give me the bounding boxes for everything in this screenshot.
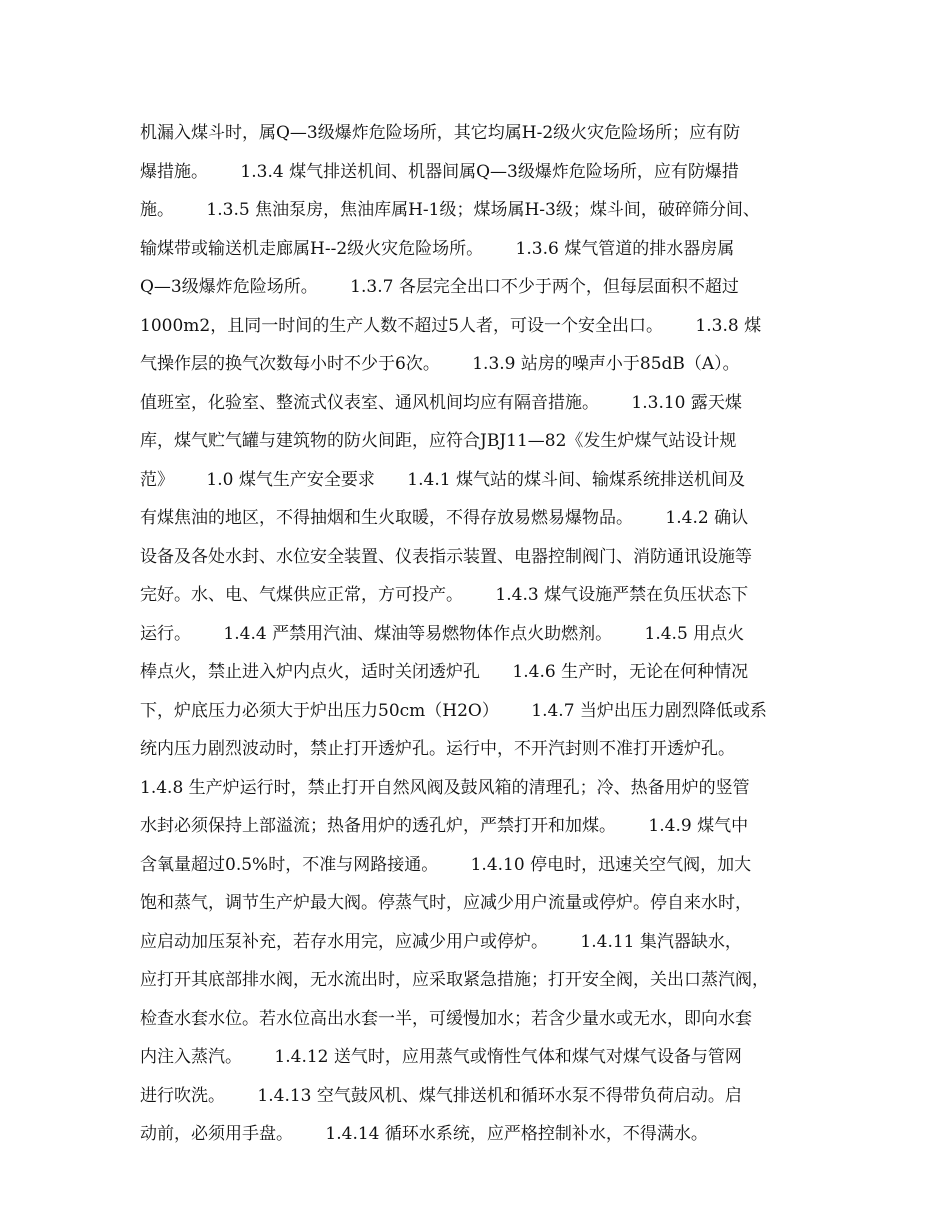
text-line: 1000m2，且同一时间的生产人数不超过5人者，可设一个安全出口。 1.3.8 煤 bbox=[140, 315, 762, 336]
text-line: 完好。水、电、气煤供应正常，方可投产。 1.4.3 煤气设施严禁在负压状态下 bbox=[140, 585, 749, 605]
text-line: 设备及各处水封、水位安全装置、仪表指示装置、电器控制阀门、消防通讯设施等 bbox=[140, 546, 752, 567]
text-line: 施。 1.3.5 焦油泵房，焦油库属H-1级；煤场属H-3级；煤斗间，破碎筛分间、 bbox=[140, 200, 760, 220]
text-line: 动前，必须用手盘。 1.4.14 循环水系统，应严格控制补水，不得满水。 bbox=[140, 1124, 708, 1144]
text-line: 库，煤气贮气罐与建筑物的防火间距，应符合JBJ11—82《发生炉煤气站设计规 bbox=[140, 431, 737, 451]
text-line: 气操作层的换气次数每小时不少于6次。 1.3.9 站房的噪声小于85dB（A）。 bbox=[140, 354, 740, 374]
text-line: 下，炉底压力必须大于炉出压力50cm（H2O） 1.4.7 当炉出压力剧烈降低或系 bbox=[140, 700, 767, 721]
text-line: 棒点火，禁止进入炉内点火，适时关闭透炉孔 1.4.6 生产时，无论在何种情况 bbox=[140, 662, 749, 682]
text-line: 内注入蒸汽。 1.4.12 送气时，应用蒸气或惰性气体和煤气对煤气设备与管网 bbox=[140, 1047, 742, 1067]
text-line: 1.4.8 生产炉运行时，禁止打开自然风阀及鼓风箱的清理孔；冷、热备用炉的竖管 bbox=[140, 777, 750, 798]
text-line: 含氧量超过0.5%时，不准与网路接通。 1.4.10 停电时，迅速关空气阀，加大 bbox=[140, 854, 752, 875]
body-text bbox=[140, 114, 830, 1154]
text-line: 饱和蒸气，调节生产炉最大阀。停蒸气时，应减少用户流量或停炉。停自来水时， bbox=[140, 893, 752, 913]
text-line: 机漏入煤斗时，属Q—3级爆炸危险场所，其它均属H-2级火灾危险场所；应有防 bbox=[140, 123, 741, 143]
text-line: 检查水套水位。若水位高出水套一半，可缓慢加水；若含少量水或无水，即向水套 bbox=[140, 1008, 752, 1029]
text-line: 范》 1.0 煤气生产安全要求 1.4.1 煤气站的煤斗间、输煤系统排送机间及 bbox=[140, 469, 745, 490]
text-line: 统内压力剧烈波动时，禁止打开透炉孔。运行中，不开汽封则不准打开透炉孔。 bbox=[140, 739, 735, 759]
text-line: 值班室，化验室、整流式仪表室、通风机间均应有隔音措施。 1.3.10 露天煤 bbox=[140, 392, 742, 413]
text-line: 应启动加压泵补充，若存水用完，应减少用户或停炉。 1.4.11 集汽器缺水， bbox=[140, 931, 742, 952]
text-line: 进行吹洗。 1.4.13 空气鼓风机、煤气排送机和循环水泵不得带负荷启动。启 bbox=[140, 1085, 742, 1106]
text-line: 爆措施。 1.3.4 煤气排送机间、机器间属Q—3级爆炸危险场所，应有防爆措 bbox=[140, 161, 739, 182]
text-line: 水封必须保持上部溢流；热备用炉的透孔炉，严禁打开和加煤。 1.4.9 煤气中 bbox=[140, 816, 749, 836]
text-line: 有煤焦油的地区，不得抽烟和生火取暖，不得存放易燃易爆物品。 1.4.2 确认 bbox=[140, 508, 749, 528]
text-line: 运行。 1.4.4 严禁用汽油、煤油等易燃物体作点火助燃剂。 1.4.5 用点火 bbox=[140, 623, 745, 644]
text-line: Q—3级爆炸危险场所。 1.3.7 各层完全出口不少于两个，但每层面积不超过 bbox=[140, 277, 739, 297]
text-line: 应打开其底部排水阀，无水流出时，应采取紧急措施；打开安全阀，关出口蒸汽阀， bbox=[140, 970, 769, 990]
text-line: 输煤带或输送机走廊属H--2级火灾危险场所。 1.3.6 煤气管道的排水器房属 bbox=[140, 238, 735, 259]
